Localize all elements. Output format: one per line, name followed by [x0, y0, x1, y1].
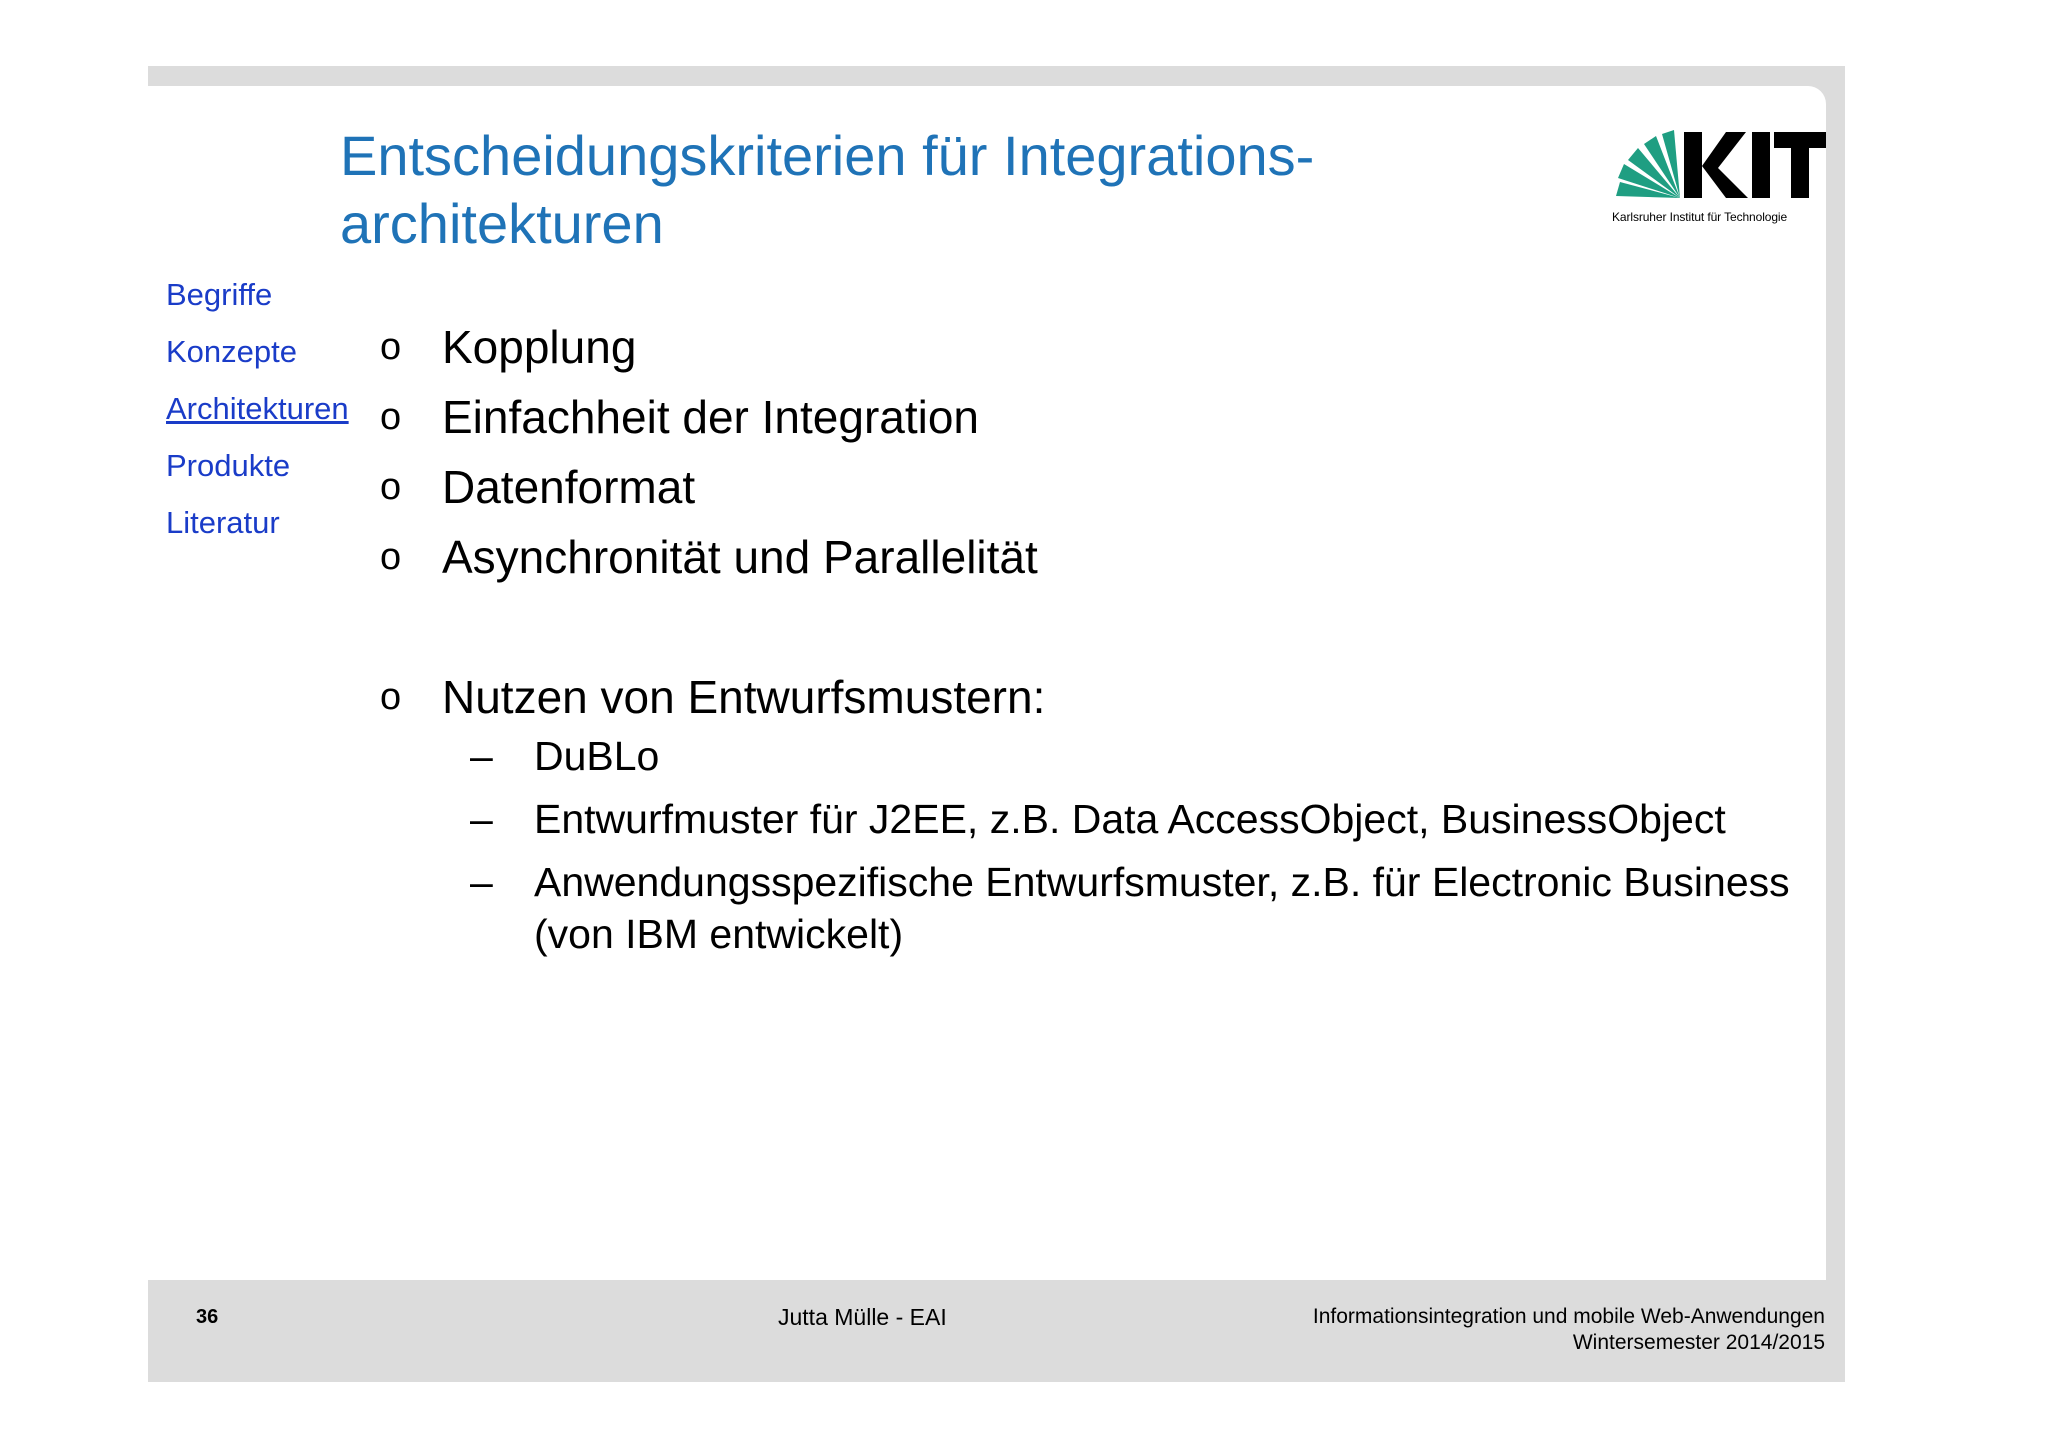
- section-nav: [166, 266, 349, 551]
- bullet-text: Nutzen von Entwurfsmustern:: [442, 671, 1046, 723]
- bullet-item: [380, 662, 1045, 732]
- sub-bullet-item: [470, 730, 1834, 782]
- sub-bullet-text: Anwendungsspezifische Entwurfsmuster, z.B. für Electronic Business (von IBM entwickelt): [534, 859, 1790, 957]
- nav-item-begriffe[interactable]: Begriffe: [166, 277, 273, 312]
- slide-number: 36: [196, 1306, 219, 1328]
- footer-semester: Wintersemester 2014/2015: [1572, 1331, 1825, 1354]
- footer-course: [1313, 1304, 1825, 1356]
- bullet-item: [380, 382, 1045, 452]
- slide-footer: [148, 1280, 1845, 1382]
- slide-title: Entscheidungskriterien für Integrations- architekturen: [340, 124, 1315, 255]
- nav-item-literatur[interactable]: Literatur: [166, 505, 280, 540]
- sub-bullet-marker: –: [470, 733, 493, 779]
- footer-author: Jutta Mülle - EAI: [778, 1304, 947, 1330]
- bullet-marker: o: [380, 536, 402, 578]
- sub-bullet-list: [470, 730, 1834, 971]
- bullet-text: Asynchronität und Parallelität: [442, 531, 1038, 583]
- sub-bullet-marker: –: [470, 859, 493, 905]
- kit-logo-icon: [1612, 128, 1828, 210]
- footer-course-title: Informationsintegration und mobile Web-Anwendungen: [1312, 1305, 1825, 1328]
- sub-bullet-item: [470, 856, 1834, 960]
- bullet-marker: o: [380, 396, 402, 438]
- kit-logo-caption: Karlsruher Institut für Technologie: [1612, 210, 1788, 224]
- bullet-item: [380, 452, 1045, 522]
- bullet-text: Datenformat: [442, 461, 696, 513]
- kit-logo: [1612, 128, 1828, 228]
- bullet-list: [380, 312, 1045, 732]
- nav-item-konzepte[interactable]: Konzepte: [166, 334, 297, 369]
- nav-item-architekturen[interactable]: Architekturen: [166, 391, 349, 426]
- sub-bullet-item: [470, 793, 1834, 845]
- sub-bullet-marker: –: [470, 796, 493, 842]
- bullet-text: Kopplung: [442, 321, 637, 373]
- nav-item-produkte[interactable]: Produkte: [166, 448, 291, 483]
- bullet-item: [380, 312, 1045, 382]
- sub-bullet-text: Entwurfmuster für J2EE, z.B. Data AccessObject, BusinessObject: [534, 796, 1726, 842]
- bullet-marker: o: [380, 326, 402, 368]
- bullet-marker: o: [380, 676, 402, 718]
- bullet-marker: o: [380, 466, 402, 508]
- bullet-item: [380, 522, 1045, 592]
- bullet-text: Einfachheit der Integration: [442, 391, 980, 443]
- sub-bullet-text: DuBLo: [534, 733, 660, 779]
